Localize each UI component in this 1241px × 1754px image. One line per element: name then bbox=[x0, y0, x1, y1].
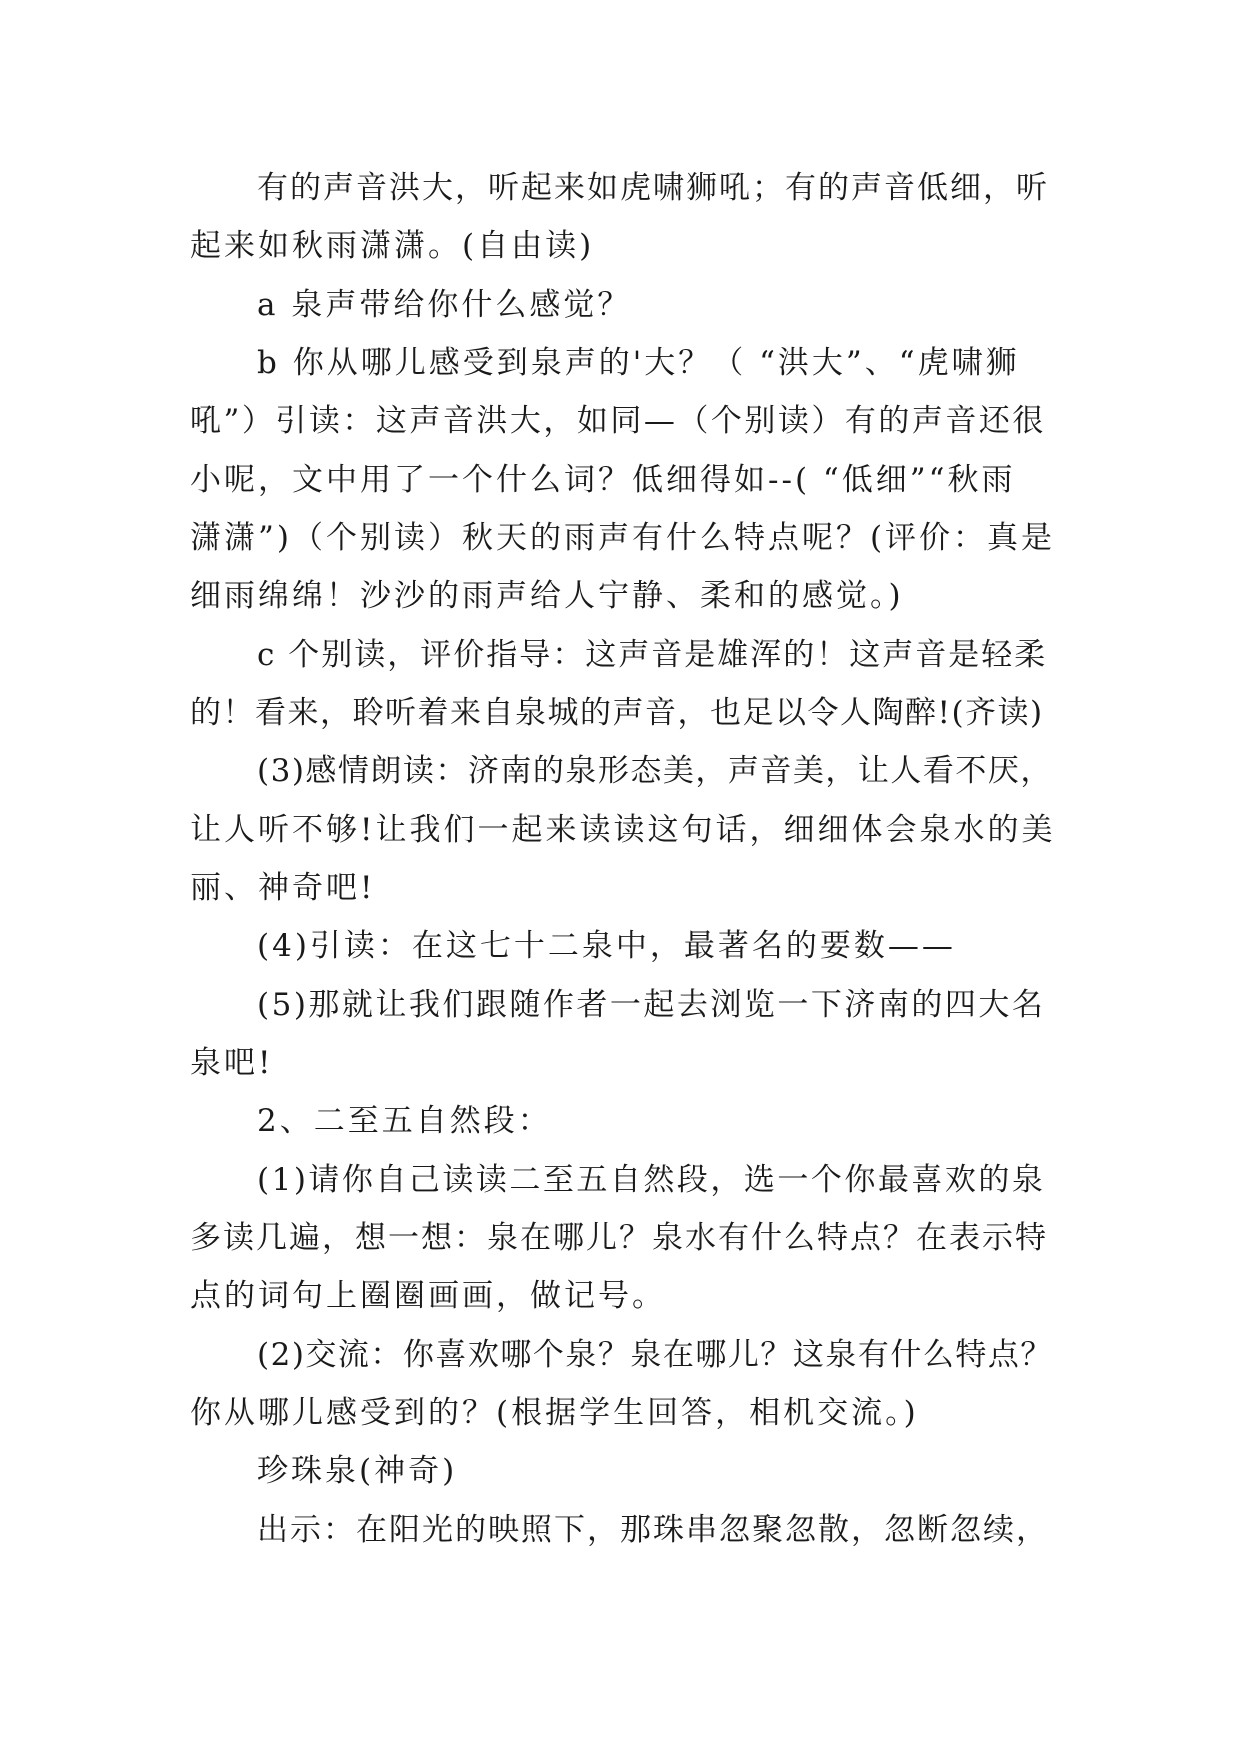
text-line: b 你从哪儿感受到泉声的'大？（ “洪大”、“虎啸狮 bbox=[257, 345, 1020, 381]
text-line: (2)交流：你喜欢哪个泉？泉在哪儿？这泉有什么特点？ bbox=[257, 1337, 1053, 1373]
text-line: (3)感情朗读：济南的泉形态美，声音美，让人看不厌， bbox=[257, 753, 1053, 789]
text-line: 起来如秋雨潇潇。(自由读) bbox=[190, 228, 595, 264]
text-line: 珍珠泉(神奇) bbox=[257, 1453, 458, 1489]
text-line: c 个别读，评价指导：这声音是雄浑的！这声音是轻柔 bbox=[257, 637, 1048, 673]
text-line: 小呢，文中用了一个什么词？低细得如--( “低细”“秋雨 bbox=[190, 462, 1016, 498]
text-line: a 泉声带给你什么感觉？ bbox=[257, 287, 632, 323]
text-line: 细雨绵绵！沙沙的雨声给人宁静、柔和的感觉。) bbox=[190, 578, 904, 614]
text-line: 的！看来，聆听着来自泉城的声音，也足以令人陶醉!(齐读) bbox=[190, 695, 1044, 731]
text-line: 吼”）引读：这声音洪大，如同—（个别读）有的声音还很 bbox=[190, 403, 1046, 439]
text-line: 你从哪儿感受到的？(根据学生回答，相机交流。) bbox=[190, 1395, 919, 1431]
text-line: 多读几遍，想一想：泉在哪儿？泉水有什么特点？在表示特 bbox=[190, 1220, 1048, 1256]
text-line: (1)请你自己读读二至五自然段，选一个你最喜欢的泉 bbox=[257, 1162, 1046, 1198]
text-line: 2、二至五自然段： bbox=[257, 1103, 552, 1139]
text-line: (5)那就让我们跟随作者一起去浏览一下济南的四大名 bbox=[257, 987, 1046, 1023]
text-line: 泉吧! bbox=[190, 1045, 274, 1081]
text-line: 有的声音洪大，听起来如虎啸狮吼；有的声音低细，听 bbox=[257, 170, 1049, 206]
text-line: 出示：在阳光的映照下，那珠串忽聚忽散，忽断忽续， bbox=[257, 1512, 1049, 1548]
text-line: 潇潇”)（个别读）秋天的雨声有什么特点呢？(评价：真是 bbox=[190, 520, 1056, 556]
text-line: (4)引读：在这七十二泉中，最著名的要数—— bbox=[257, 928, 956, 964]
text-line: 让人听不够!让我们一起来读读这句话，细细体会泉水的美 bbox=[190, 812, 1056, 848]
text-line: 丽、神奇吧! bbox=[190, 870, 376, 906]
text-line: 点的词句上圈圈画画，做记号。 bbox=[190, 1278, 666, 1314]
